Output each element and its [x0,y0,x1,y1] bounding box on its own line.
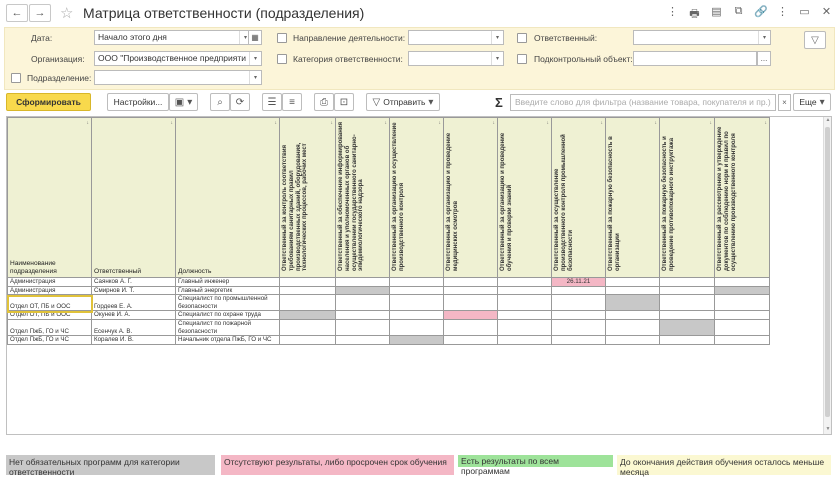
matrix-cell[interactable] [660,286,715,295]
send-icon: ▽ [372,96,381,108]
matrix-cell[interactable] [444,336,498,345]
column-header[interactable] [660,118,715,278]
column-header-label: Ответственный за организацию и проведение обучения и проверки знаний [500,132,513,271]
matrix-cell[interactable] [280,311,336,320]
sort-icon: ↓ [86,120,89,126]
generate-button[interactable] [6,93,91,111]
matrix-cell[interactable] [444,278,498,287]
chevron-down-icon[interactable]: ▾ [249,52,261,65]
arrow-left-icon: ← [11,7,23,19]
generate-label: Сформировать [16,97,81,107]
sort-icon: ↓ [546,120,549,126]
matrix-cell[interactable] [390,286,444,295]
position-cell[interactable]: Начальник отдела ПжБ, ГО и ЧС [176,336,280,345]
chevron-down-icon: ▾ [187,96,193,108]
chevron-down-icon[interactable]: ▾ [491,31,503,44]
folder-icon: ▣ [174,96,185,108]
table-row[interactable] [8,295,770,311]
matrix-cell[interactable] [715,319,770,335]
matrix-cell[interactable] [498,295,552,311]
matrix-cell[interactable] [280,319,336,335]
responsible-label: Ответственный: [534,33,598,43]
matrix-cell[interactable] [606,278,660,287]
more-label: Еще [799,97,817,107]
scroll-up-icon[interactable]: ▲ [825,117,831,123]
chevron-down-icon: ▾ [819,96,825,108]
sort-icon: ↓ [274,120,277,126]
matrix-cell[interactable] [552,286,606,295]
sort-icon: ↓ [438,120,441,126]
column-header[interactable] [390,118,444,278]
table-row[interactable] [8,336,770,345]
matrix-cell[interactable] [444,319,498,335]
column-header[interactable] [336,118,390,278]
dept-cell[interactable]: Администрация [8,278,92,287]
settings-button[interactable] [107,93,169,111]
group-collapse-button[interactable] [282,93,302,111]
collapse-icon: ≡ [289,96,295,108]
person-cell[interactable]: Саянков А. Г. [92,278,176,287]
column-header-label: Ответственный за контроль соответствия требованиям санитарных правил производственных зданий, оборудования, технологических процессов, рабочих мест [282,142,309,271]
organization-field[interactable] [94,51,262,66]
print-button[interactable] [314,93,334,111]
column-header[interactable] [280,118,336,278]
find-button[interactable] [210,93,230,111]
table-row[interactable] [8,286,770,295]
matrix-cell[interactable] [444,286,498,295]
legend-pink: Отсутствуют результаты, либо просрочен срок обучения [221,455,454,475]
person-cell[interactable]: Смирнов И. Т. [92,286,176,295]
matrix-cell[interactable] [498,286,552,295]
preview-icon: ⊡ [339,96,349,108]
matrix-cell[interactable] [498,336,552,345]
column-header[interactable] [715,118,770,278]
sort-icon: ↓ [654,120,657,126]
matrix-cell[interactable] [444,295,498,311]
dept-cell[interactable]: Отдел ПжБ, ГО и ЧС [8,319,92,335]
table-row[interactable] [8,319,770,335]
expand-icon: ☰ [267,96,277,108]
clear-icon: × [782,98,787,107]
column-header-label: Ответственный за пожарную безопасность и проведение противопожарного инструктажа [662,136,675,271]
column-header-label: Ответственный за организацию и проведение медицинских осмотров [446,132,459,271]
date-label: Дата: [31,33,53,43]
search-icon: ⌕ [217,96,223,108]
subdivision-label: Подразделение: [27,73,92,83]
legend-green: Есть результаты по всем программам [458,455,613,467]
matrix-cell[interactable] [390,311,444,320]
report-area[interactable] [6,116,832,435]
maximize-icon[interactable]: ▭ [799,6,810,18]
column-header[interactable] [606,118,660,278]
chevron-down-icon[interactable]: ▾ [491,52,503,65]
window-controls [666,5,833,24]
matrix-cell[interactable] [390,319,444,335]
matrix-cell[interactable] [606,311,660,320]
forward-button[interactable] [29,4,51,22]
settings-label: Настройки... [113,97,163,107]
controlled-object-label: Подконтрольный объект: [534,54,633,64]
column-header-label: Наименование подразделения [10,260,57,275]
matrix-cell[interactable] [280,278,336,287]
matrix-cell[interactable] [552,336,606,345]
page-title: Матрица ответственности (подразделения) [83,5,365,21]
table-row[interactable] [8,278,770,287]
matrix-cell[interactable] [715,336,770,345]
menu-dots-icon[interactable]: ⋮ [667,6,678,18]
chevron-down-icon: ▾ [428,96,434,108]
position-cell[interactable]: Специалист по пожарной безопасности [176,319,280,335]
responsibility-category-checkbox[interactable] [277,54,287,64]
matrix-cell[interactable] [498,319,552,335]
matrix-cell[interactable] [336,286,390,295]
position-cell[interactable]: Главный инженер [176,278,280,287]
variant-button[interactable] [169,93,198,111]
matrix-cell[interactable] [606,336,660,345]
title-bar [0,0,839,26]
column-header-label: Ответственный [94,267,142,275]
calendar-icon: ▦ [251,33,259,42]
person-cell[interactable]: Гордеев Е. А. [92,295,176,311]
more-button[interactable] [793,93,831,111]
filter-icon: ▽ [811,34,819,46]
organization-label: Организация: [31,54,85,64]
date-value: Начало этого дня [98,32,167,42]
subdivision-checkbox[interactable] [11,73,21,83]
matrix-cell[interactable] [660,319,715,335]
close-icon[interactable]: ✕ [821,6,832,18]
matrix-cell[interactable] [606,286,660,295]
sort-icon: ↓ [170,120,173,126]
save-icon[interactable]: ▤ [711,6,722,18]
matrix-cell[interactable] [336,319,390,335]
controlled-object-field[interactable] [633,51,757,66]
column-header[interactable] [176,118,280,278]
chevron-down-icon[interactable]: ▾ [249,71,261,84]
matrix-cell[interactable] [660,278,715,287]
responsible-checkbox[interactable] [517,33,527,43]
matrix-cell[interactable] [444,311,498,320]
scroll-down-icon[interactable]: ▼ [825,426,831,432]
favorite-star-icon[interactable]: ☆ [60,5,74,22]
copy-icon[interactable]: ⧉ [734,5,743,17]
calendar-button[interactable] [248,30,262,45]
matrix-cell[interactable] [715,286,770,295]
header-row [8,118,770,278]
column-header-label: Ответственный за пожарную безопасность в организации [608,136,621,271]
dept-cell[interactable]: Отдел ОТ, ПБ и ООС [8,311,92,320]
date-field[interactable] [94,30,252,45]
send-button[interactable] [366,93,440,111]
matrix-cell[interactable] [660,311,715,320]
filter-button[interactable] [804,31,826,49]
matrix-cell[interactable] [336,311,390,320]
dept-cell[interactable]: Отдел ПжБ, ГО и ЧС [8,336,92,345]
controlled-object-select-button[interactable] [757,51,771,66]
responsible-field[interactable] [633,30,771,45]
sort-icon: ↓ [330,120,333,126]
sort-icon: ↓ [384,120,387,126]
arrow-right-icon: → [34,7,46,19]
chevron-down-icon[interactable]: ▾ [239,31,251,44]
back-button[interactable] [6,4,28,22]
column-header-label: Ответственный за организацию и осуществление производственного контроля [392,122,405,271]
matrix-cell[interactable] [606,319,660,335]
matrix-cell[interactable] [336,278,390,287]
column-header-label: Ответственный за рассмотрение и утверждение документов по соблюдению норм и правил по осуществлению производственного контроля [717,126,737,271]
sort-icon: ↓ [600,120,603,126]
column-header[interactable] [498,118,552,278]
sort-icon: ↓ [764,120,767,126]
sum-icon[interactable]: Σ [495,95,503,110]
matrix-cell[interactable] [660,336,715,345]
position-cell[interactable]: Главный энергетик [176,286,280,295]
chevron-down-icon[interactable]: ▾ [758,31,770,44]
sort-icon: ↓ [492,120,495,126]
matrix-cell[interactable] [280,286,336,295]
matrix-cell-date[interactable]: 26.11.21 [552,278,606,287]
position-cell[interactable]: Специалист по охране труда [176,311,280,320]
matrix-cell[interactable] [715,311,770,320]
print-icon: ⎙ [320,96,328,108]
matrix-cell[interactable] [280,295,336,311]
search-input[interactable]: Введите слово для фильтра (название товара, покупателя и пр.) [510,94,776,111]
matrix-cell[interactable] [280,336,336,345]
matrix-cell[interactable] [390,278,444,287]
link-icon[interactable]: 🔗 [754,6,768,18]
matrix-cell[interactable] [715,278,770,287]
responsibility-category-field[interactable] [408,51,504,66]
matrix-cell[interactable] [552,295,606,311]
search-next-icon: ⟳ [235,96,245,108]
direction-label: Направление деятельности: [293,33,406,43]
dept-cell[interactable]: Отдел ОТ, ПБ и ООС [8,295,92,311]
search-clear-button[interactable] [778,94,791,111]
preview-button[interactable] [334,93,354,111]
direction-checkbox[interactable] [277,33,287,43]
matrix-cell[interactable] [498,278,552,287]
matrix-cell[interactable] [336,295,390,311]
matrix-cell[interactable] [606,295,660,311]
legend-gray: Нет обязательных программ для категории ответственности [6,455,215,475]
sort-icon: ↓ [709,120,712,126]
column-header-label: Должность [178,267,212,275]
scrollbar-thumb[interactable] [825,127,830,417]
print-icon[interactable]: 🖶 [689,8,700,20]
position-cell[interactable]: Специалист по промышленной безопасности [176,295,280,311]
matrix-cell[interactable] [660,295,715,311]
person-cell[interactable]: Коралев И. В. [92,336,176,345]
send-label: Отправить [383,97,426,107]
person-cell[interactable]: Есенчук А. В. [92,319,176,335]
table-row[interactable] [8,311,770,320]
matrix-cell[interactable] [498,311,552,320]
direction-field[interactable] [408,30,504,45]
matrix-cell[interactable] [336,336,390,345]
column-header-label: Ответственный за обеспечение информирования населения и уполномоченных органов об осуществлении государственного санитарно-эпидемиологического надзора [338,121,365,271]
more-dots-icon: ... [760,54,768,63]
person-cell[interactable]: Окунев И. А. [92,311,176,320]
responsibility-matrix-table [7,117,770,345]
column-header[interactable] [92,118,176,278]
report-toolbar [0,93,839,113]
more-vertical-icon[interactable]: ⋮ [777,6,788,18]
column-header[interactable] [444,118,498,278]
responsibility-category-label: Категория ответственности: [293,54,403,64]
filters-panel [4,27,835,90]
column-header[interactable] [8,118,92,278]
matrix-cell[interactable] [552,311,606,320]
dept-cell[interactable]: Администрация [8,286,92,295]
matrix-cell[interactable] [552,319,606,335]
group-expand-button[interactable] [262,93,282,111]
column-header-label: Ответственный за осуществление производственного контроля промышленной безопасности [554,134,574,271]
vertical-scrollbar[interactable] [823,117,831,434]
column-header[interactable] [552,118,606,278]
matrix-cell[interactable] [390,295,444,311]
subdivision-field[interactable] [94,70,262,85]
matrix-cell[interactable] [390,336,444,345]
controlled-object-checkbox[interactable] [517,54,527,64]
find-next-button[interactable] [230,93,250,111]
legend-yellow: До окончания действия обучения осталось меньше месяца [617,455,831,475]
matrix-cell[interactable] [715,295,770,311]
organization-value: ООО "Производственное предприяти [98,53,246,63]
